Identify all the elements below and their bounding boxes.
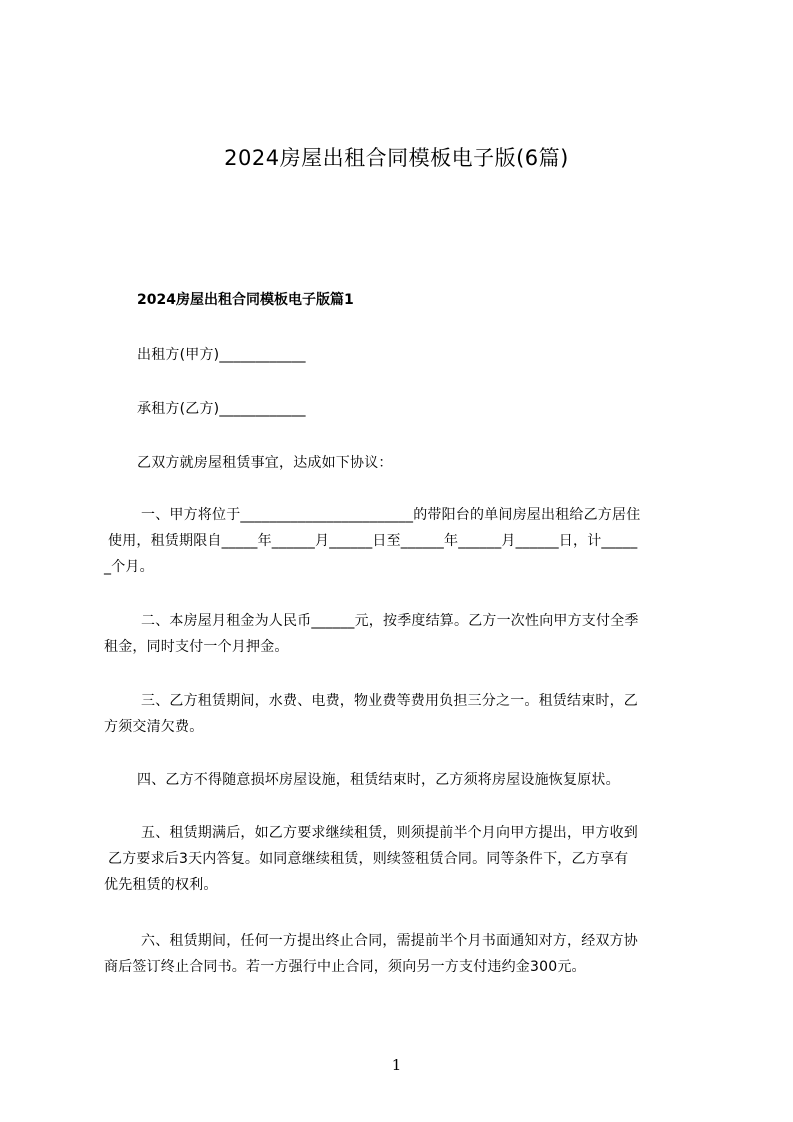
- paragraph-line: 五、租赁期满后，如乙方要求继续租赁，则须提前半个月向甲方提出，甲方收到: [141, 825, 638, 841]
- paragraph-line: 商后签订终止合同书。若一方强行中止合同，须向另一方支付违约金300元。: [104, 959, 586, 975]
- paragraph-line: 方须交清欠费。: [104, 719, 204, 735]
- paragraph-line: 六、租赁期间，任何一方提出终止合同，需提前半个月书面通知对方，经双方协: [141, 933, 638, 949]
- section-heading: 2024房屋出租合同模板电子版篇1: [137, 292, 354, 308]
- paragraph-line: 一、甲方将位于________________________的带阳台的单间房屋出租给乙方居住: [141, 507, 641, 523]
- paragraph-line: 四、乙方不得随意损坏房屋设施，租赁结束时，乙方须将房屋设施恢复原状。: [137, 772, 620, 788]
- clause-6: [104, 928, 702, 980]
- paragraph-line: 乙双方就房屋租赁事宜，达成如下协议：: [137, 455, 393, 471]
- lessee-line: [104, 396, 702, 422]
- document-title: 2024房屋出租合同模板电子版(6篇): [224, 146, 569, 170]
- paragraph-line: 出租方(甲方)____________: [137, 347, 306, 363]
- clause-3: [104, 688, 702, 740]
- clause-1: [104, 502, 702, 580]
- paragraph-line: 二、本房屋月租金为人民币______元，按季度结算。乙方一次性向甲方支付全季: [141, 613, 639, 629]
- paragraph-line: 乙方要求后3天内答复。如同意继续租赁，则续签租赁合同。同等条件下，乙方享有: [108, 851, 629, 867]
- paragraph-line: _个月。: [104, 559, 154, 575]
- paragraph-line: 三、乙方租赁期间，水费、电费，物业费等费用负担三分之一。租赁结束时，乙: [141, 693, 638, 709]
- clause-2: [104, 608, 702, 660]
- paragraph-line: 使用，租赁期限自_____年______月______日至______年______月______日，计_____: [108, 533, 638, 549]
- paragraph-line: 承租方(乙方)____________: [137, 401, 306, 417]
- agreement-intro: [104, 450, 702, 476]
- paragraph-line: 租金，同时支付一个月押金。: [104, 639, 289, 655]
- clause-5: [104, 820, 702, 898]
- lessor-line: [104, 342, 702, 368]
- paragraph-line: 优先租赁的权利。: [104, 877, 218, 893]
- clause-4: [104, 767, 702, 793]
- page-number: 1: [391, 1056, 402, 1074]
